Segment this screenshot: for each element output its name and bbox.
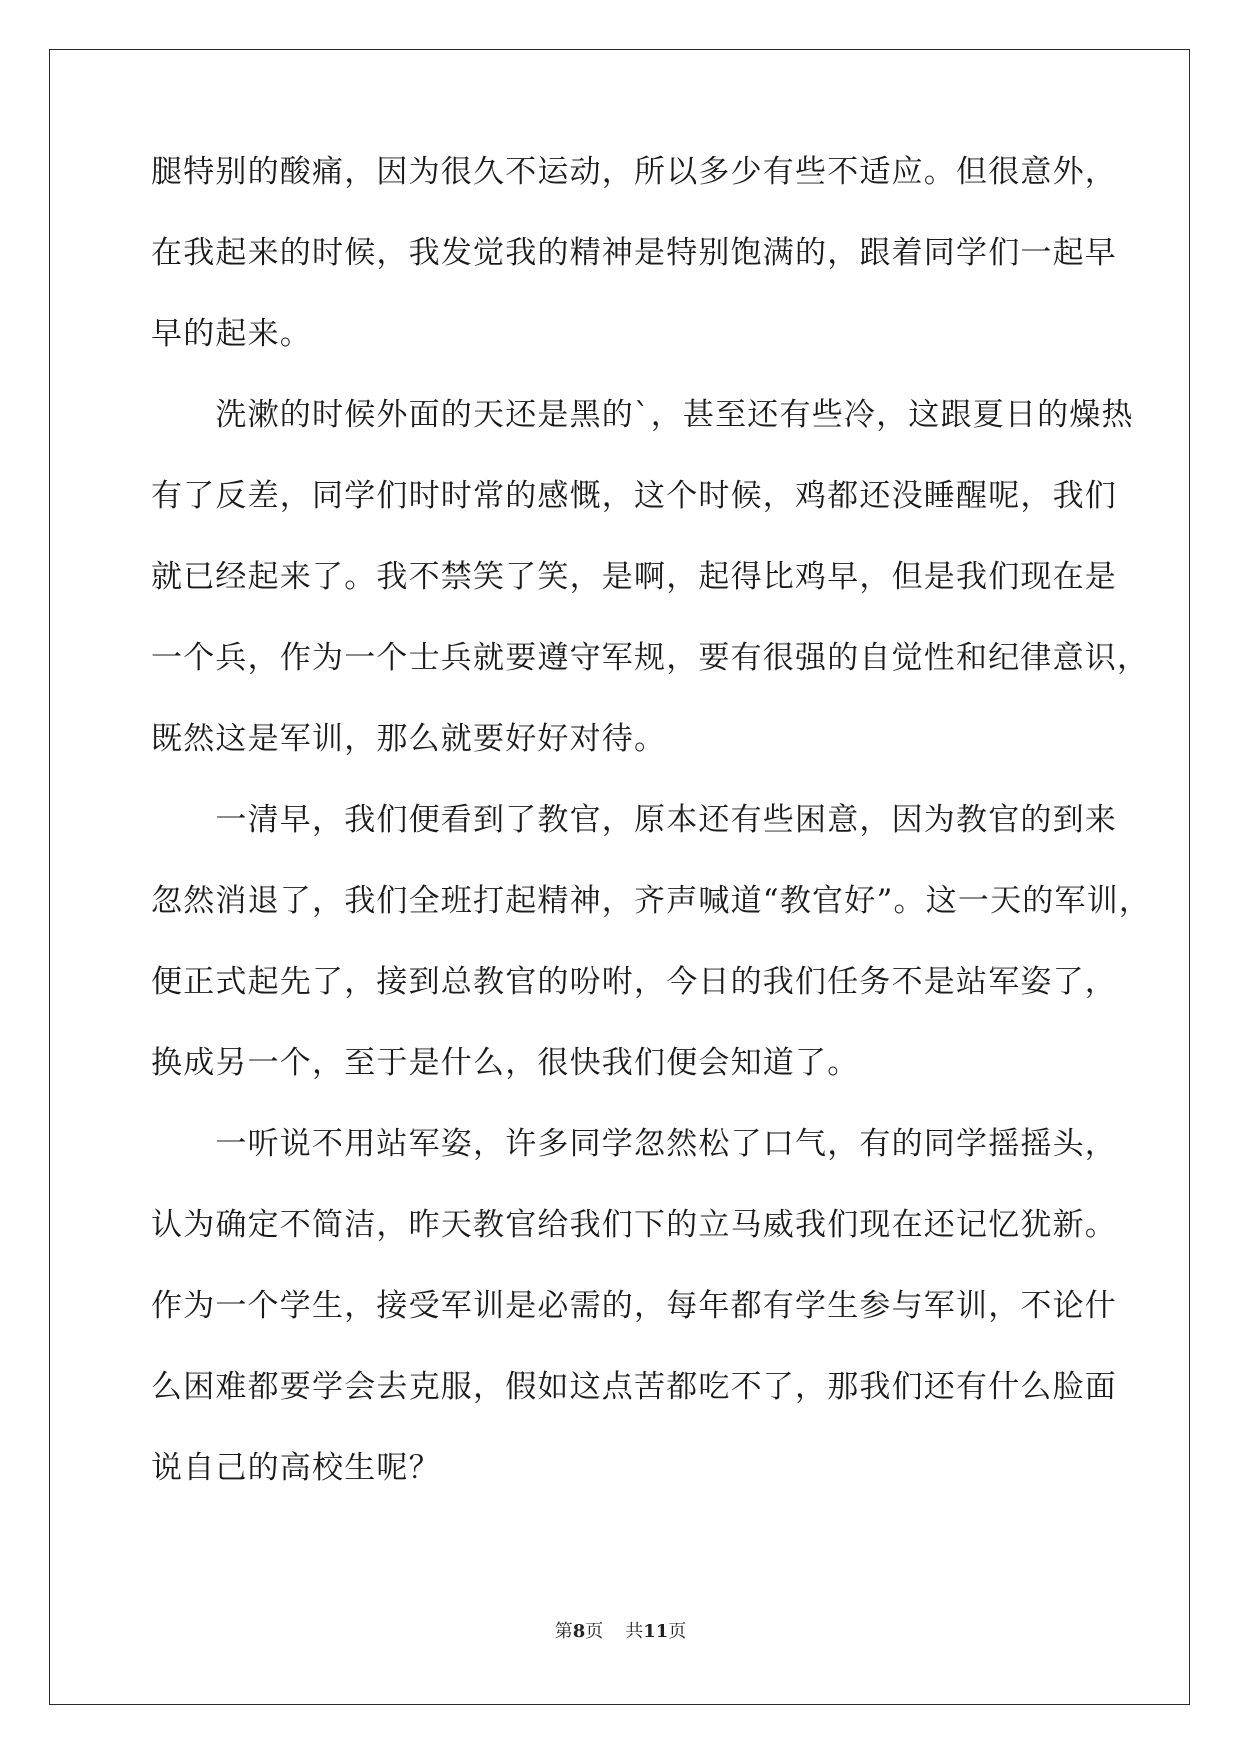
text-line: 一听说不用站军姿，许多同学忽然松了口气，有的同学摇摇头， bbox=[151, 1126, 1117, 1162]
text-line: 便正式起先了，接到总教官的吩咐，今日的我们任务不是站军姿了， bbox=[151, 964, 1117, 1000]
total-prefix: 共 bbox=[625, 1621, 644, 1642]
body-text bbox=[151, 152, 1152, 1529]
text-line: 说自己的高校生呢？ bbox=[151, 1450, 441, 1486]
page-footer bbox=[0, 1620, 1241, 1644]
text-line: 忽然消退了，我们全班打起精神，齐声喊道“教官好”。这一天的军训， bbox=[151, 883, 1152, 919]
text-line: 既然这是军训，那么就要好好对待。 bbox=[151, 721, 667, 757]
text-line: 就已经起来了。我不禁笑了笑，是啊，起得比鸡早，但是我们现在是 bbox=[151, 559, 1117, 595]
text-line: 腿特别的酸痛，因为很久不运动，所以多少有些不适应。但很意外， bbox=[151, 154, 1117, 190]
page-prefix: 第 bbox=[554, 1621, 573, 1642]
current-page: 8 bbox=[572, 1621, 586, 1642]
text-line: 在我起来的时候，我发觉我的精神是特别饱满的，跟着同学们一起早 bbox=[151, 235, 1117, 271]
page-number bbox=[555, 1621, 604, 1642]
text-line: 么困难都要学会去克服，假如这点苦都吃不了，那我们还有什么脸面 bbox=[151, 1369, 1117, 1405]
text-line: 认为确定不简洁，昨天教官给我们下的立马威我们现在还记忆犹新。 bbox=[151, 1207, 1117, 1243]
text-line: 早的起来。 bbox=[151, 316, 312, 352]
text-line: 一个兵，作为一个士兵就要遵守军规，要有很强的自觉性和纪律意识， bbox=[151, 640, 1150, 676]
text-line: 换成另一个，至于是什么，很快我们便会知道了。 bbox=[151, 1045, 860, 1081]
total-pages: 11 bbox=[643, 1621, 669, 1642]
page-unit: 页 bbox=[585, 1621, 604, 1642]
page-total bbox=[625, 1621, 686, 1642]
text-line: 作为一个学生，接受军训是必需的，每年都有学生参与军训，不论什 bbox=[151, 1288, 1117, 1324]
text-line: 一清早，我们便看到了教官，原本还有些困意，因为教官的到来 bbox=[151, 802, 1117, 838]
text-line: 洗漱的时候外面的天还是黑的`，甚至还有些冷，这跟夏日的燥热 bbox=[151, 397, 1134, 433]
total-unit: 页 bbox=[668, 1621, 687, 1642]
text-line: 有了反差，同学们时时常的感慨，这个时候，鸡都还没睡醒呢，我们 bbox=[151, 478, 1117, 514]
